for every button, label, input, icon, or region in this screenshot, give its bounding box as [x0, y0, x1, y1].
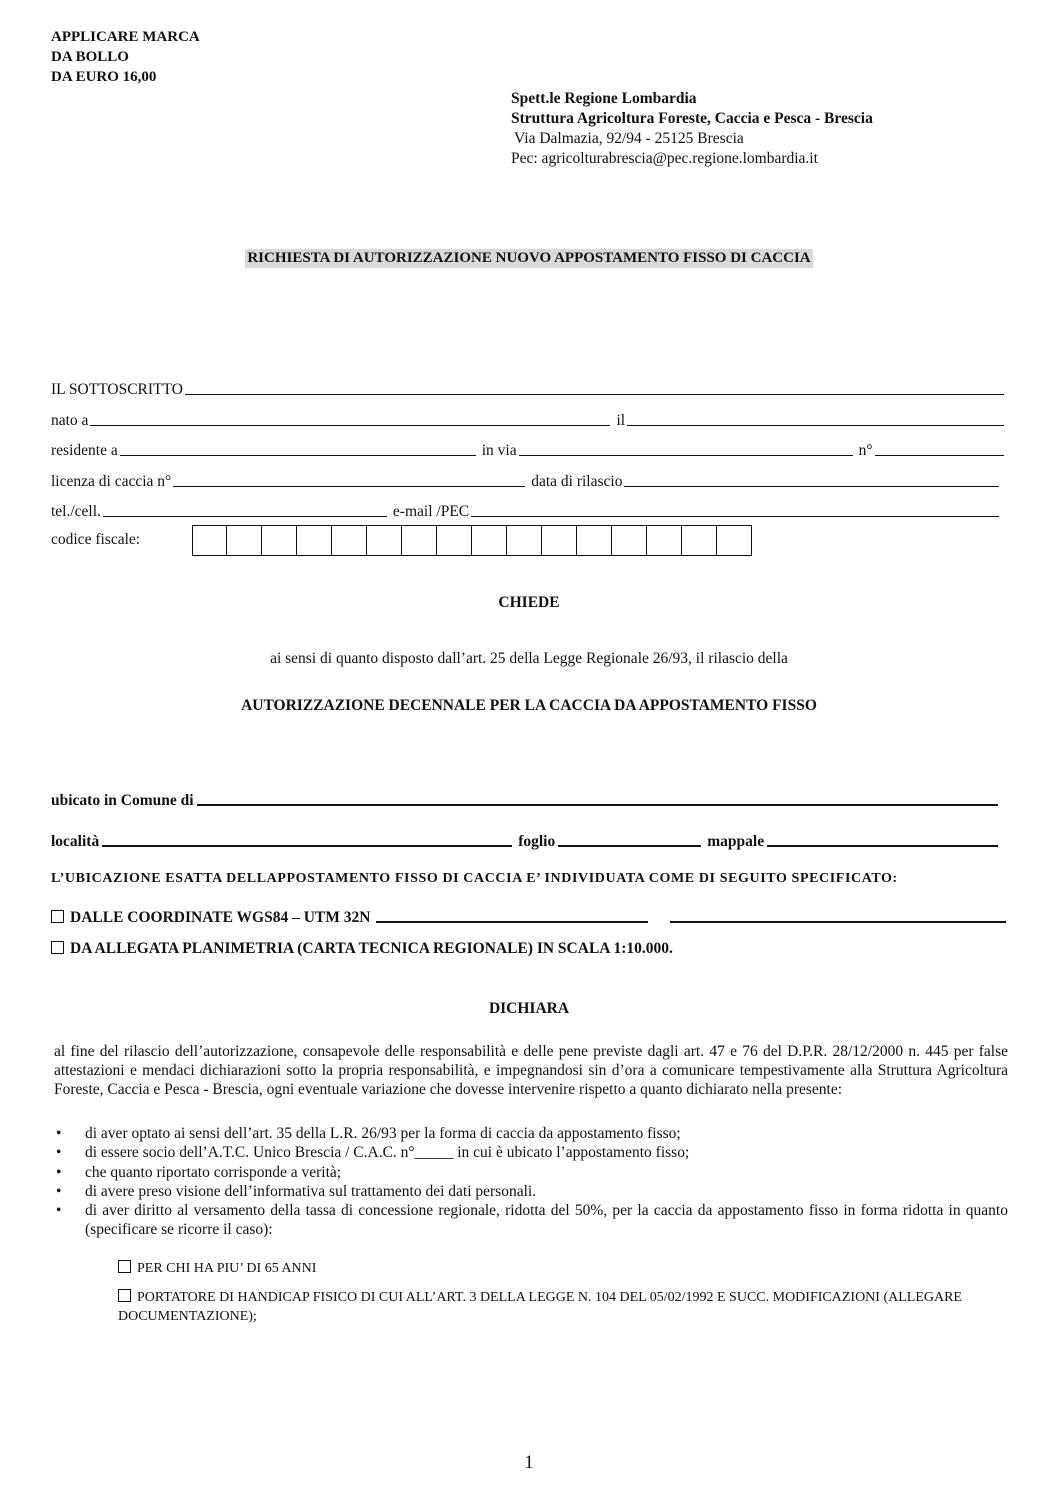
list-item [54, 1201, 1008, 1240]
row-codice-fiscale [51, 524, 752, 556]
via-input[interactable] [519, 454, 853, 456]
cf-char-box[interactable] [507, 525, 542, 556]
cf-char-box[interactable] [192, 525, 227, 556]
nato-a-input[interactable] [90, 424, 610, 426]
label-coordinate: DALLE COORDINATE WGS84 – UTM 32N [70, 909, 371, 926]
label-mappale: mappale [707, 833, 765, 850]
label-email: e-mail /PEC [392, 503, 470, 520]
row-licenza [51, 469, 1001, 491]
cf-char-box[interactable] [262, 525, 297, 556]
cf-char-box[interactable] [682, 525, 717, 556]
label-nato-a: nato a [51, 412, 89, 429]
row-residenza [51, 438, 1006, 460]
label-codice-fiscale: codice fiscale: [51, 531, 141, 548]
mappale-input[interactable] [767, 844, 998, 847]
declaration-text: di aver optato ai sensi dell’art. 35 della L.R. 26/93 per la forma di caccia da appostamento fisso; [85, 1125, 681, 1142]
document-title: RICHIESTA DI AUTORIZZAZIONE NUOVO APPOSTAMENTO FISSO DI CACCIA [247, 250, 811, 266]
chiede-text: ai sensi di quanto disposto dall’art. 25 della Legge Regionale 26/93, il rilascio della [270, 650, 788, 667]
label-handicap: PORTATORE DI HANDICAP FISICO DI CUI ALL’ART. 3 DELLA LEGGE N. 104 DEL 05/02/1992 E SUCC. MODIFICAZIONI (ALLEGARE DOCUMENTAZIONE); [118, 1290, 962, 1324]
checkbox-coordinate[interactable] [51, 910, 64, 923]
coordinate-x-input[interactable] [376, 920, 648, 923]
numero-civico-input[interactable] [875, 454, 1004, 456]
declaration-text: di aver diritto al versamento della tassa di concessione regionale, ridotta del 50%, per la caccia da appostamento fisso in forma ridotta in quanto (specificare se ricorre il caso): [85, 1202, 1008, 1239]
label-foglio: foglio [518, 833, 556, 850]
option-planimetria [51, 936, 673, 958]
list-item [54, 1124, 1008, 1143]
foglio-input[interactable] [558, 844, 701, 847]
data-rilascio-input[interactable] [624, 485, 999, 487]
label-planimetria: DA ALLEGATA PLANIMETRIA (CARTA TECNICA REGIONALE) IN SCALA 1:10.000. [70, 940, 673, 957]
bullet-icon: • [56, 1125, 62, 1142]
recipient-address [511, 89, 873, 169]
label-over65: PER CHI HA PIU’ DI 65 ANNI [137, 1261, 317, 1276]
recipient-name: Spett.le Regione Lombardia [511, 90, 697, 107]
list-item [54, 1143, 1008, 1162]
declaration-text: di essere socio dell’A.T.C. Unico Brescia / C.A.C. n°_____ in cui è ubicato l’appostamento fisso; [85, 1144, 690, 1162]
codice-fiscale-boxes [192, 525, 752, 556]
bullet-icon: • [56, 1202, 62, 1220]
cf-char-box[interactable] [542, 525, 577, 556]
tel-input[interactable] [103, 515, 387, 517]
checkbox-handicap[interactable] [118, 1289, 131, 1302]
list-item [54, 1182, 1008, 1201]
dichiara-heading: DICHIARA [488, 1000, 570, 1017]
title-wrapper [0, 249, 1058, 268]
recipient-pec: Pec: agricolturabrescia@pec.regione.lombardia.it [511, 150, 818, 167]
option-coordinate [51, 905, 1006, 927]
cf-char-box[interactable] [647, 525, 682, 556]
bullet-icon: • [56, 1182, 62, 1200]
comune-input[interactable] [197, 803, 998, 806]
dichiara-text: al fine del rilascio dell’autorizzazione, consapevole delle responsabilità e delle pene previste dagli art. 47 e 76 del D.P.R. 28/12/2000 n. 445 per false attestazioni e mendaci dichiarazioni sotto la propria responsabilità, e impegnandosi sin d’ora a comunicare tempestivamente alla Struttura Agricoltura Foreste, Caccia e Pesca - Brescia, ogni eventuale variazione che dovesse intervenire rispetto a quanto dichiarato nella presente: [54, 1043, 1008, 1098]
coordinate-y-input[interactable] [670, 920, 1006, 923]
declaration-text: di avere preso visione dell’informativa sul trattamento dei dati personali. [85, 1182, 537, 1200]
data-nascita-input[interactable] [627, 424, 1004, 426]
label-licenza: licenza di caccia n° [51, 473, 172, 490]
label-il: il [616, 412, 626, 429]
cf-char-box[interactable] [577, 525, 612, 556]
licenza-input[interactable] [173, 485, 525, 487]
autorizzazione-heading: AUTORIZZAZIONE DECENNALE PER LA CACCIA DA APPOSTAMENTO FISSO [241, 697, 817, 714]
sottoscritto-input[interactable] [185, 393, 1004, 395]
stamp-line: APPLICARE MARCA [51, 29, 200, 45]
label-in-via: in via [481, 442, 517, 459]
bullet-icon: • [56, 1163, 62, 1181]
row-nascita [51, 408, 1006, 430]
email-input[interactable] [471, 515, 999, 517]
stamp-line: DA EURO 16,00 [51, 69, 157, 85]
label-numero: n° [858, 442, 873, 459]
chiede-heading: CHIEDE [498, 594, 560, 611]
recipient-office: Struttura Agricoltura Foreste, Caccia e Pesca - Brescia [511, 110, 873, 127]
declaration-text: che quanto riportato corrisponde a verità; [85, 1163, 342, 1181]
checkbox-over65[interactable] [118, 1260, 131, 1273]
label-residente-a: residente a [51, 442, 118, 459]
residente-a-input[interactable] [120, 454, 476, 456]
cf-char-box[interactable] [402, 525, 437, 556]
label-tel: tel./cell. [51, 503, 101, 520]
page-number: 1 [524, 1452, 534, 1473]
ubicazione-heading: L’UBICAZIONE ESATTA DELLAPPOSTAMENTO FISSO DI CACCIA E’ INDIVIDUATA COME DI SEGUITO SPECIFICATO: [51, 871, 898, 886]
list-item [54, 1163, 1008, 1182]
cf-char-box[interactable] [227, 525, 262, 556]
option-handicap [118, 1288, 1008, 1326]
row-comune [51, 788, 1001, 810]
recipient-street: Via Dalmazia, 92/94 - 25125 Brescia [514, 130, 744, 147]
label-localita: località [51, 833, 100, 850]
cf-char-box[interactable] [612, 525, 647, 556]
row-sottoscritto [51, 377, 1006, 399]
cf-char-box[interactable] [472, 525, 507, 556]
stamp-line: DA BOLLO [51, 49, 129, 65]
cf-char-box[interactable] [332, 525, 367, 556]
cf-char-box[interactable] [367, 525, 402, 556]
row-contatti [51, 499, 1001, 521]
checkbox-planimetria[interactable] [51, 941, 64, 954]
option-over65 [118, 1259, 1008, 1278]
label-comune: ubicato in Comune di [51, 792, 194, 809]
cf-char-box[interactable] [437, 525, 472, 556]
row-localita [51, 829, 1001, 851]
label-sottoscritto: IL SOTTOSCRITTO [51, 381, 183, 398]
label-data-rilascio: data di rilascio [531, 473, 623, 490]
declarations-list [54, 1124, 1008, 1240]
revenue-stamp-note [51, 27, 200, 87]
cf-char-box[interactable] [717, 525, 752, 556]
localita-input[interactable] [102, 844, 512, 847]
bullet-icon: • [56, 1144, 62, 1162]
cf-char-box[interactable] [297, 525, 332, 556]
